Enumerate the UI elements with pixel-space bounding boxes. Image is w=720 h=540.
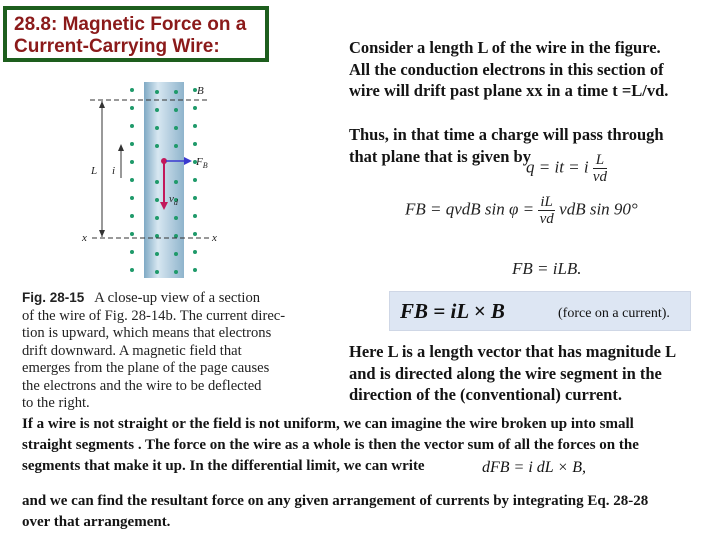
paragraph-1: Consider a length L of the wire in the figure. All the conduction electrons in this section of wire will drift past plane xx in a time t =L/vd. [349,38,669,100]
caption-line: drift downward. A magnetic field that [22,342,242,359]
vd-label: $v_d$ [169,193,178,207]
FB-label: $F_B$ [196,156,208,170]
caption-line: of the wire of Fig. 28-14b. The current direc- [22,307,286,324]
equation-fb-simple: FB = iLB. [512,259,582,278]
caption-line: to the right. [22,395,90,411]
x-label-right: x [212,232,217,244]
wire-figure [80,78,240,283]
caption-line: A close-up view of a section [94,290,261,306]
B-label: B [197,85,204,97]
figure-label: Fig. 28-15 [22,290,85,305]
slide-title [3,6,269,62]
x-label-left: x [82,232,87,244]
differential-equation: dFB = i dL × B, [482,459,586,476]
caption-line: the electrons and the wire to be deflected [22,377,262,394]
boxed-equation-main: FB = iL × B [400,299,505,323]
paragraph-2: Thus, in that time a charge will pass through that plane that is given by [349,125,664,166]
paragraph-3: Here L is a length vector that has magnitude L and is directed along the wire segment in the direction of the (conventional) current. [349,342,677,404]
bottom-paragraph: If a wire is not straight or the field is not uniform, we can imagine the wire broken up into small straight segments . The force on the wire as a whole is then the vector sum of all the forces on the segments that make it up. In the differential limit, we can write [22,416,639,474]
caption-line: emerges from the plane of the page causes [22,360,270,376]
caption-line: tion is upward, which means that electrons [22,325,272,341]
boxed-equation [389,291,691,331]
equation-fb: FB = qvdB sin φ = $\frac{iL}{vd}$ vdB sin 90° [405,194,638,227]
title-line-2: Current-Carrying Wire: [14,36,220,57]
title-line-1: 28.8: Magnetic Force on a [14,14,247,35]
boxed-equation-note: (force on a current). [558,306,670,321]
equation-q: q = it = i $\frac{L}{vd}$ [526,152,608,185]
figure-caption [22,289,322,413]
i-label: i [112,165,116,177]
L-label: L [91,165,98,177]
closing-paragraph: and we can find the resultant force on any given arrangement of currents by integrating Eq. 28-28 over that arrangement. [22,493,649,530]
